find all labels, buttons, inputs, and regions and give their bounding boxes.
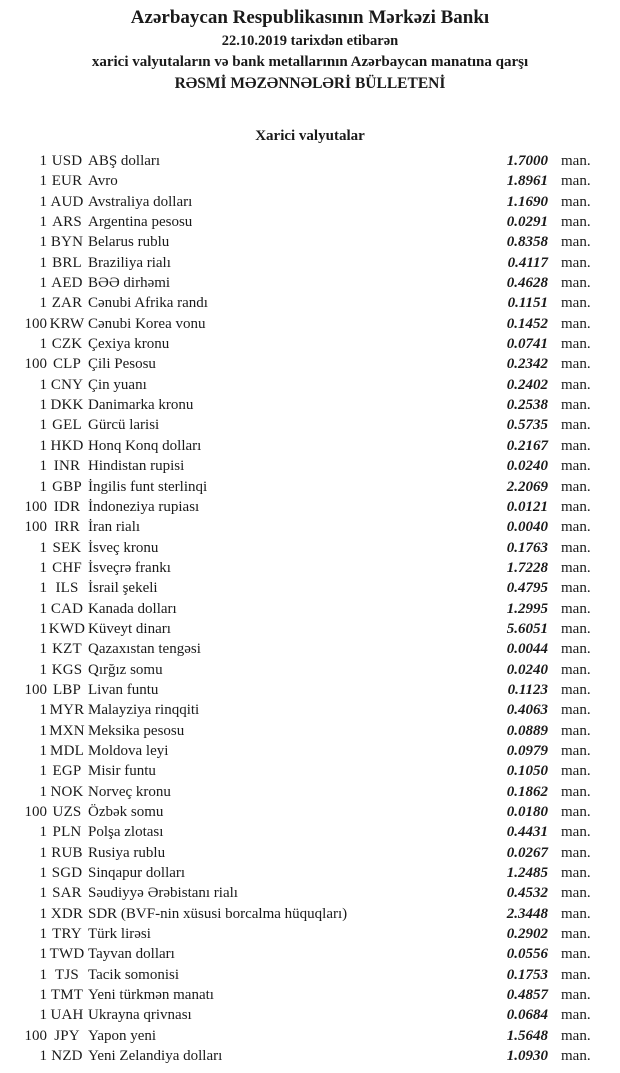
nominal-value: 1 bbox=[39, 926, 47, 943]
unit-label: man. bbox=[561, 539, 591, 556]
rate-row bbox=[0, 639, 620, 659]
unit-label: man. bbox=[561, 865, 591, 882]
nominal-value: 1 bbox=[39, 295, 47, 312]
currency-name: Tacik somonisi bbox=[88, 966, 180, 983]
currency-name: Meksika pesosu bbox=[88, 722, 185, 739]
nominal-value: 100 bbox=[24, 498, 47, 515]
rate-value: 0.4628 bbox=[506, 275, 548, 292]
nominal-value: 100 bbox=[24, 681, 47, 698]
unit-label: man. bbox=[561, 295, 591, 312]
currency-code: GBP bbox=[52, 478, 82, 495]
nominal-value: 1 bbox=[39, 254, 47, 271]
currency-code: SAR bbox=[52, 885, 82, 902]
unit-label: man. bbox=[561, 580, 591, 597]
nominal-value: 1 bbox=[39, 742, 47, 759]
rate-row bbox=[0, 924, 620, 944]
currency-name: Cənubi Afrika randı bbox=[88, 295, 208, 312]
currency-code: INR bbox=[53, 458, 81, 475]
rate-row bbox=[0, 904, 620, 924]
nominal-value: 1 bbox=[39, 1007, 47, 1024]
currency-code: NOK bbox=[50, 783, 84, 800]
rate-value: 0.0889 bbox=[506, 722, 548, 739]
unit-label: man. bbox=[561, 905, 591, 922]
currency-code: GEL bbox=[52, 417, 82, 434]
nominal-value: 1 bbox=[39, 620, 47, 637]
rate-value: 1.7228 bbox=[506, 559, 548, 576]
rate-row bbox=[0, 660, 620, 680]
document-header bbox=[0, 0, 620, 95]
rate-value: 0.4117 bbox=[507, 254, 548, 271]
bank-name-title: Azərbaycan Respublikasının Mərkəzi Bankı bbox=[130, 7, 490, 28]
currency-code: MDL bbox=[50, 742, 84, 759]
rate-row bbox=[0, 477, 620, 497]
currency-code: KWD bbox=[48, 620, 86, 637]
currency-code: CNY bbox=[50, 376, 84, 393]
nominal-value: 100 bbox=[24, 519, 47, 536]
unit-label: man. bbox=[561, 885, 591, 902]
nominal-value: 1 bbox=[39, 905, 47, 922]
unit-label: man. bbox=[561, 376, 591, 393]
rate-value: 0.4063 bbox=[506, 702, 548, 719]
currency-name: Qazaxıstan tengəsi bbox=[88, 641, 201, 658]
currency-name: Yeni türkmən manatı bbox=[88, 987, 214, 1004]
unit-label: man. bbox=[561, 966, 591, 983]
rate-row bbox=[0, 517, 620, 537]
rate-value: 1.5648 bbox=[506, 1027, 548, 1044]
currency-name: Çexiya kronu bbox=[88, 336, 170, 353]
unit-label: man. bbox=[561, 783, 591, 800]
currency-code: KGS bbox=[51, 661, 83, 678]
rate-value: 0.1050 bbox=[506, 763, 548, 780]
currency-name: Özbək somu bbox=[88, 804, 164, 820]
unit-label: man. bbox=[561, 336, 591, 353]
nominal-value: 1 bbox=[39, 763, 47, 780]
rate-row bbox=[0, 375, 620, 395]
nominal-value: 1 bbox=[39, 417, 47, 434]
rate-value: 0.1452 bbox=[506, 315, 548, 332]
currency-name: İsveçrə frankı bbox=[88, 559, 171, 576]
unit-label: man. bbox=[561, 722, 591, 739]
rate-row bbox=[0, 212, 620, 232]
unit-label: man. bbox=[561, 275, 591, 292]
rate-row bbox=[0, 436, 620, 456]
currency-code: TRY bbox=[52, 926, 82, 943]
nominal-value: 1 bbox=[39, 966, 47, 983]
unit-label: man. bbox=[561, 1007, 591, 1024]
rate-value: 0.1862 bbox=[506, 783, 548, 800]
rate-row bbox=[0, 456, 620, 476]
unit-label: man. bbox=[561, 620, 591, 637]
unit-label: man. bbox=[561, 153, 591, 169]
currency-name: Sinqapur dolları bbox=[88, 865, 186, 882]
unit-label: man. bbox=[561, 559, 591, 576]
unit-label: man. bbox=[561, 458, 591, 475]
currency-code: NZD bbox=[51, 1048, 83, 1065]
currency-code: IRR bbox=[54, 519, 80, 536]
currency-code: CAD bbox=[50, 600, 84, 617]
unit-label: man. bbox=[561, 478, 591, 495]
currency-name: Livan funtu bbox=[88, 681, 159, 698]
nominal-value: 1 bbox=[39, 885, 47, 902]
rate-row bbox=[0, 700, 620, 720]
currency-name: Türk lirəsi bbox=[88, 926, 151, 943]
rate-row bbox=[0, 1046, 620, 1066]
rate-value: 1.0930 bbox=[506, 1048, 548, 1065]
currency-name: Braziliya rialı bbox=[88, 254, 171, 271]
currency-code: RUB bbox=[51, 844, 83, 861]
rate-value: 0.2167 bbox=[506, 437, 548, 454]
rate-row bbox=[0, 395, 620, 415]
currency-code: USD bbox=[51, 153, 83, 169]
rate-value: 0.4532 bbox=[506, 885, 548, 902]
nominal-value: 100 bbox=[24, 804, 47, 820]
nominal-value: 100 bbox=[24, 315, 47, 332]
unit-label: man. bbox=[561, 437, 591, 454]
currency-code: ZAR bbox=[51, 295, 83, 312]
rate-value: 0.0741 bbox=[506, 336, 548, 353]
currency-code: CLP bbox=[52, 356, 82, 373]
rate-row bbox=[0, 965, 620, 985]
currency-code: PLN bbox=[52, 824, 82, 841]
rate-row bbox=[0, 883, 620, 903]
currency-code: EUR bbox=[51, 173, 83, 190]
rate-value: 0.4795 bbox=[506, 580, 548, 597]
currency-name: İngilis funt sterlinqi bbox=[88, 478, 208, 495]
rate-value: 0.0979 bbox=[506, 742, 548, 759]
bulletin-title: RƏSMİ MƏZƏNNƏLƏRİ BÜLLETENİ bbox=[174, 75, 446, 92]
currency-name: Danimarka kronu bbox=[88, 397, 194, 414]
currency-name: İndoneziya rupiası bbox=[88, 498, 200, 515]
currency-code: MXN bbox=[49, 722, 85, 739]
currency-name: Avstraliya dolları bbox=[88, 193, 193, 210]
rate-row bbox=[0, 802, 620, 822]
currency-name: Cənubi Korea vonu bbox=[88, 315, 206, 332]
unit-label: man. bbox=[561, 702, 591, 719]
rate-row bbox=[0, 782, 620, 802]
unit-label: man. bbox=[561, 804, 591, 820]
currency-code: ARS bbox=[52, 214, 82, 231]
unit-label: man. bbox=[561, 641, 591, 658]
currency-code: ILS bbox=[55, 580, 79, 597]
nominal-value: 1 bbox=[39, 946, 47, 963]
unit-label: man. bbox=[561, 315, 591, 332]
rate-row bbox=[0, 619, 620, 639]
currency-name: Misir funtu bbox=[88, 763, 156, 780]
rate-row bbox=[0, 253, 620, 273]
unit-label: man. bbox=[561, 844, 591, 861]
rate-row bbox=[0, 273, 620, 293]
currency-name: Belarus rublu bbox=[88, 234, 170, 251]
unit-label: man. bbox=[561, 742, 591, 759]
rate-row bbox=[0, 558, 620, 578]
rate-row bbox=[0, 354, 620, 374]
nominal-value: 1 bbox=[39, 661, 47, 678]
rate-value: 1.7000 bbox=[506, 153, 548, 169]
nominal-value: 1 bbox=[39, 437, 47, 454]
rate-value: 0.2538 bbox=[506, 397, 548, 414]
currency-code: CZK bbox=[51, 336, 83, 353]
exchange-rates-table bbox=[0, 151, 620, 1066]
rate-value: 0.0240 bbox=[506, 458, 548, 475]
rate-value: 0.2342 bbox=[506, 356, 548, 373]
currency-name: Ukrayna qrivnası bbox=[88, 1007, 192, 1024]
rate-row bbox=[0, 415, 620, 435]
currency-code: AED bbox=[51, 275, 83, 292]
currency-name: Rusiya rublu bbox=[88, 844, 166, 861]
rate-value: 0.5735 bbox=[506, 417, 548, 434]
nominal-value: 1 bbox=[39, 1048, 47, 1065]
nominal-value: 1 bbox=[39, 193, 47, 210]
rate-row bbox=[0, 843, 620, 863]
currency-code: TMT bbox=[50, 987, 84, 1004]
effective-date-line: 22.10.2019 tarixdən etibarən bbox=[221, 33, 399, 49]
rate-value: 1.8961 bbox=[506, 173, 548, 190]
rate-row bbox=[0, 171, 620, 191]
currency-name: Çin yuanı bbox=[88, 376, 147, 393]
currency-code: SGD bbox=[51, 865, 83, 882]
currency-code: CHF bbox=[52, 559, 82, 576]
currency-code: BRL bbox=[52, 254, 82, 271]
currency-name: İsveç kronu bbox=[88, 539, 159, 556]
nominal-value: 100 bbox=[24, 356, 47, 373]
rate-value: 0.4857 bbox=[506, 987, 548, 1004]
unit-label: man. bbox=[561, 519, 591, 536]
unit-label: man. bbox=[561, 356, 591, 373]
unit-label: man. bbox=[561, 498, 591, 515]
rate-row bbox=[0, 1005, 620, 1025]
currency-name: Küveyt dinarı bbox=[88, 620, 171, 637]
rate-row bbox=[0, 680, 620, 700]
nominal-value: 1 bbox=[39, 234, 47, 251]
nominal-value: 1 bbox=[39, 600, 47, 617]
currency-name: Malayziya rinqqiti bbox=[88, 702, 200, 719]
nominal-value: 1 bbox=[39, 559, 47, 576]
rate-value: 5.6051 bbox=[506, 620, 548, 637]
currency-name: Qırğız somu bbox=[88, 661, 163, 678]
currency-name: Səudiyyə Ərəbistanı rialı bbox=[88, 885, 238, 902]
currency-name: Hindistan rupisi bbox=[88, 458, 185, 475]
nominal-value: 1 bbox=[39, 865, 47, 882]
rate-row bbox=[0, 761, 620, 781]
currency-code: MYR bbox=[49, 702, 85, 719]
currency-name: Moldova leyi bbox=[88, 742, 169, 759]
unit-label: man. bbox=[561, 214, 591, 231]
nominal-value: 1 bbox=[39, 844, 47, 861]
nominal-value: 1 bbox=[39, 722, 47, 739]
currency-code: TWD bbox=[49, 946, 85, 963]
currency-name: Norveç kronu bbox=[88, 783, 171, 800]
currency-name: Kanada dolları bbox=[88, 600, 177, 617]
currency-name: Polşa zlotası bbox=[88, 824, 164, 841]
currency-name: İsrail şekeli bbox=[88, 580, 158, 597]
rate-value: 2.3448 bbox=[506, 905, 548, 922]
currency-code: UZS bbox=[52, 804, 82, 820]
nominal-value: 1 bbox=[39, 336, 47, 353]
nominal-value: 1 bbox=[39, 641, 47, 658]
rate-value: 1.2995 bbox=[506, 600, 548, 617]
unit-label: man. bbox=[561, 1027, 591, 1044]
currency-code: LBP bbox=[52, 681, 82, 698]
currency-name: Avro bbox=[88, 173, 118, 190]
rate-value: 1.1690 bbox=[506, 193, 548, 210]
unit-label: man. bbox=[561, 661, 591, 678]
rate-row bbox=[0, 741, 620, 761]
currency-code: EGP bbox=[52, 763, 82, 780]
nominal-value: 1 bbox=[39, 580, 47, 597]
rate-value: 0.0044 bbox=[506, 641, 548, 658]
rate-row bbox=[0, 822, 620, 842]
currency-name: SDR (BVF-nin xüsusi borcalma hüquqları) bbox=[88, 905, 348, 922]
rate-value: 2.2069 bbox=[506, 478, 548, 495]
subtitle-line: xarici valyutaların və bank metallarının Azərbaycan manatına qarşı bbox=[91, 54, 529, 70]
currency-code: TJS bbox=[55, 966, 79, 983]
nominal-value: 1 bbox=[39, 214, 47, 231]
section-title-foreign-currencies: Xarici valyutalar bbox=[255, 128, 365, 144]
unit-label: man. bbox=[561, 193, 591, 210]
rate-value: 0.0556 bbox=[506, 946, 548, 963]
unit-label: man. bbox=[561, 234, 591, 251]
currency-name: Çili Pesosu bbox=[88, 356, 156, 373]
rate-value: 0.8358 bbox=[506, 234, 548, 251]
nominal-value: 1 bbox=[39, 539, 47, 556]
rate-row bbox=[0, 578, 620, 598]
rate-row bbox=[0, 1026, 620, 1046]
currency-name: ABŞ dolları bbox=[88, 153, 161, 169]
unit-label: man. bbox=[561, 987, 591, 1004]
currency-code: JPY bbox=[54, 1027, 80, 1044]
rate-value: 0.0684 bbox=[506, 1007, 548, 1024]
unit-label: man. bbox=[561, 824, 591, 841]
nominal-value: 1 bbox=[39, 173, 47, 190]
unit-label: man. bbox=[561, 397, 591, 414]
unit-label: man. bbox=[561, 600, 591, 617]
nominal-value: 1 bbox=[39, 153, 47, 169]
rate-row bbox=[0, 192, 620, 212]
currency-name: Yeni Zelandiya dolları bbox=[88, 1048, 223, 1065]
rate-row bbox=[0, 151, 620, 171]
currency-name: Yapon yeni bbox=[88, 1027, 157, 1044]
currency-code: XDR bbox=[50, 905, 84, 922]
rate-row bbox=[0, 497, 620, 517]
rate-row bbox=[0, 293, 620, 313]
rate-value: 1.2485 bbox=[506, 865, 548, 882]
currency-name: Argentina pesosu bbox=[88, 214, 193, 231]
rate-row bbox=[0, 232, 620, 252]
currency-code: HKD bbox=[50, 437, 84, 454]
rate-value: 0.0240 bbox=[506, 661, 548, 678]
rate-value: 0.1151 bbox=[507, 295, 548, 312]
nominal-value: 1 bbox=[39, 458, 47, 475]
nominal-value: 1 bbox=[39, 397, 47, 414]
unit-label: man. bbox=[561, 1048, 591, 1065]
rate-row bbox=[0, 538, 620, 558]
nominal-value: 1 bbox=[39, 702, 47, 719]
rate-row bbox=[0, 721, 620, 741]
unit-label: man. bbox=[561, 417, 591, 434]
rate-row bbox=[0, 944, 620, 964]
rate-value: 0.0040 bbox=[506, 519, 548, 536]
currency-code: BYN bbox=[50, 234, 84, 251]
currency-name: Tayvan dolları bbox=[88, 946, 175, 963]
unit-label: man. bbox=[561, 763, 591, 780]
unit-label: man. bbox=[561, 926, 591, 943]
currency-code: AUD bbox=[50, 193, 84, 210]
nominal-value: 1 bbox=[39, 376, 47, 393]
currency-code: SEK bbox=[52, 539, 82, 556]
rate-value: 0.4431 bbox=[506, 824, 548, 841]
nominal-value: 1 bbox=[39, 987, 47, 1004]
rate-value: 0.0180 bbox=[506, 804, 548, 820]
rate-row bbox=[0, 863, 620, 883]
rate-value: 0.0291 bbox=[506, 214, 548, 231]
currency-name: BƏƏ dirhəmi bbox=[88, 275, 171, 292]
rate-value: 0.0267 bbox=[506, 844, 548, 861]
rate-value: 0.2402 bbox=[506, 376, 548, 393]
nominal-value: 1 bbox=[39, 275, 47, 292]
nominal-value: 1 bbox=[39, 783, 47, 800]
currency-code: KZT bbox=[52, 641, 82, 658]
currency-code: UAH bbox=[50, 1007, 84, 1024]
currency-name: İran rialı bbox=[88, 519, 141, 536]
rate-value: 0.1123 bbox=[507, 681, 548, 698]
nominal-value: 1 bbox=[39, 478, 47, 495]
rate-value: 0.1763 bbox=[506, 539, 548, 556]
rate-value: 0.1753 bbox=[506, 966, 548, 983]
currency-name: Honq Konq dolları bbox=[88, 437, 202, 454]
unit-label: man. bbox=[561, 173, 591, 190]
nominal-value: 1 bbox=[39, 824, 47, 841]
unit-label: man. bbox=[561, 681, 591, 698]
nominal-value: 100 bbox=[24, 1027, 47, 1044]
currency-name: Gürcü larisi bbox=[88, 417, 160, 434]
rate-row bbox=[0, 314, 620, 334]
rate-value: 0.0121 bbox=[506, 498, 548, 515]
rate-value: 0.2902 bbox=[506, 926, 548, 943]
unit-label: man. bbox=[561, 946, 591, 963]
rate-row bbox=[0, 334, 620, 354]
rate-row bbox=[0, 599, 620, 619]
unit-label: man. bbox=[561, 254, 591, 271]
rate-row bbox=[0, 985, 620, 1005]
currency-code: DKK bbox=[50, 397, 84, 414]
currency-code: KRW bbox=[49, 315, 85, 332]
currency-code: IDR bbox=[53, 498, 81, 515]
